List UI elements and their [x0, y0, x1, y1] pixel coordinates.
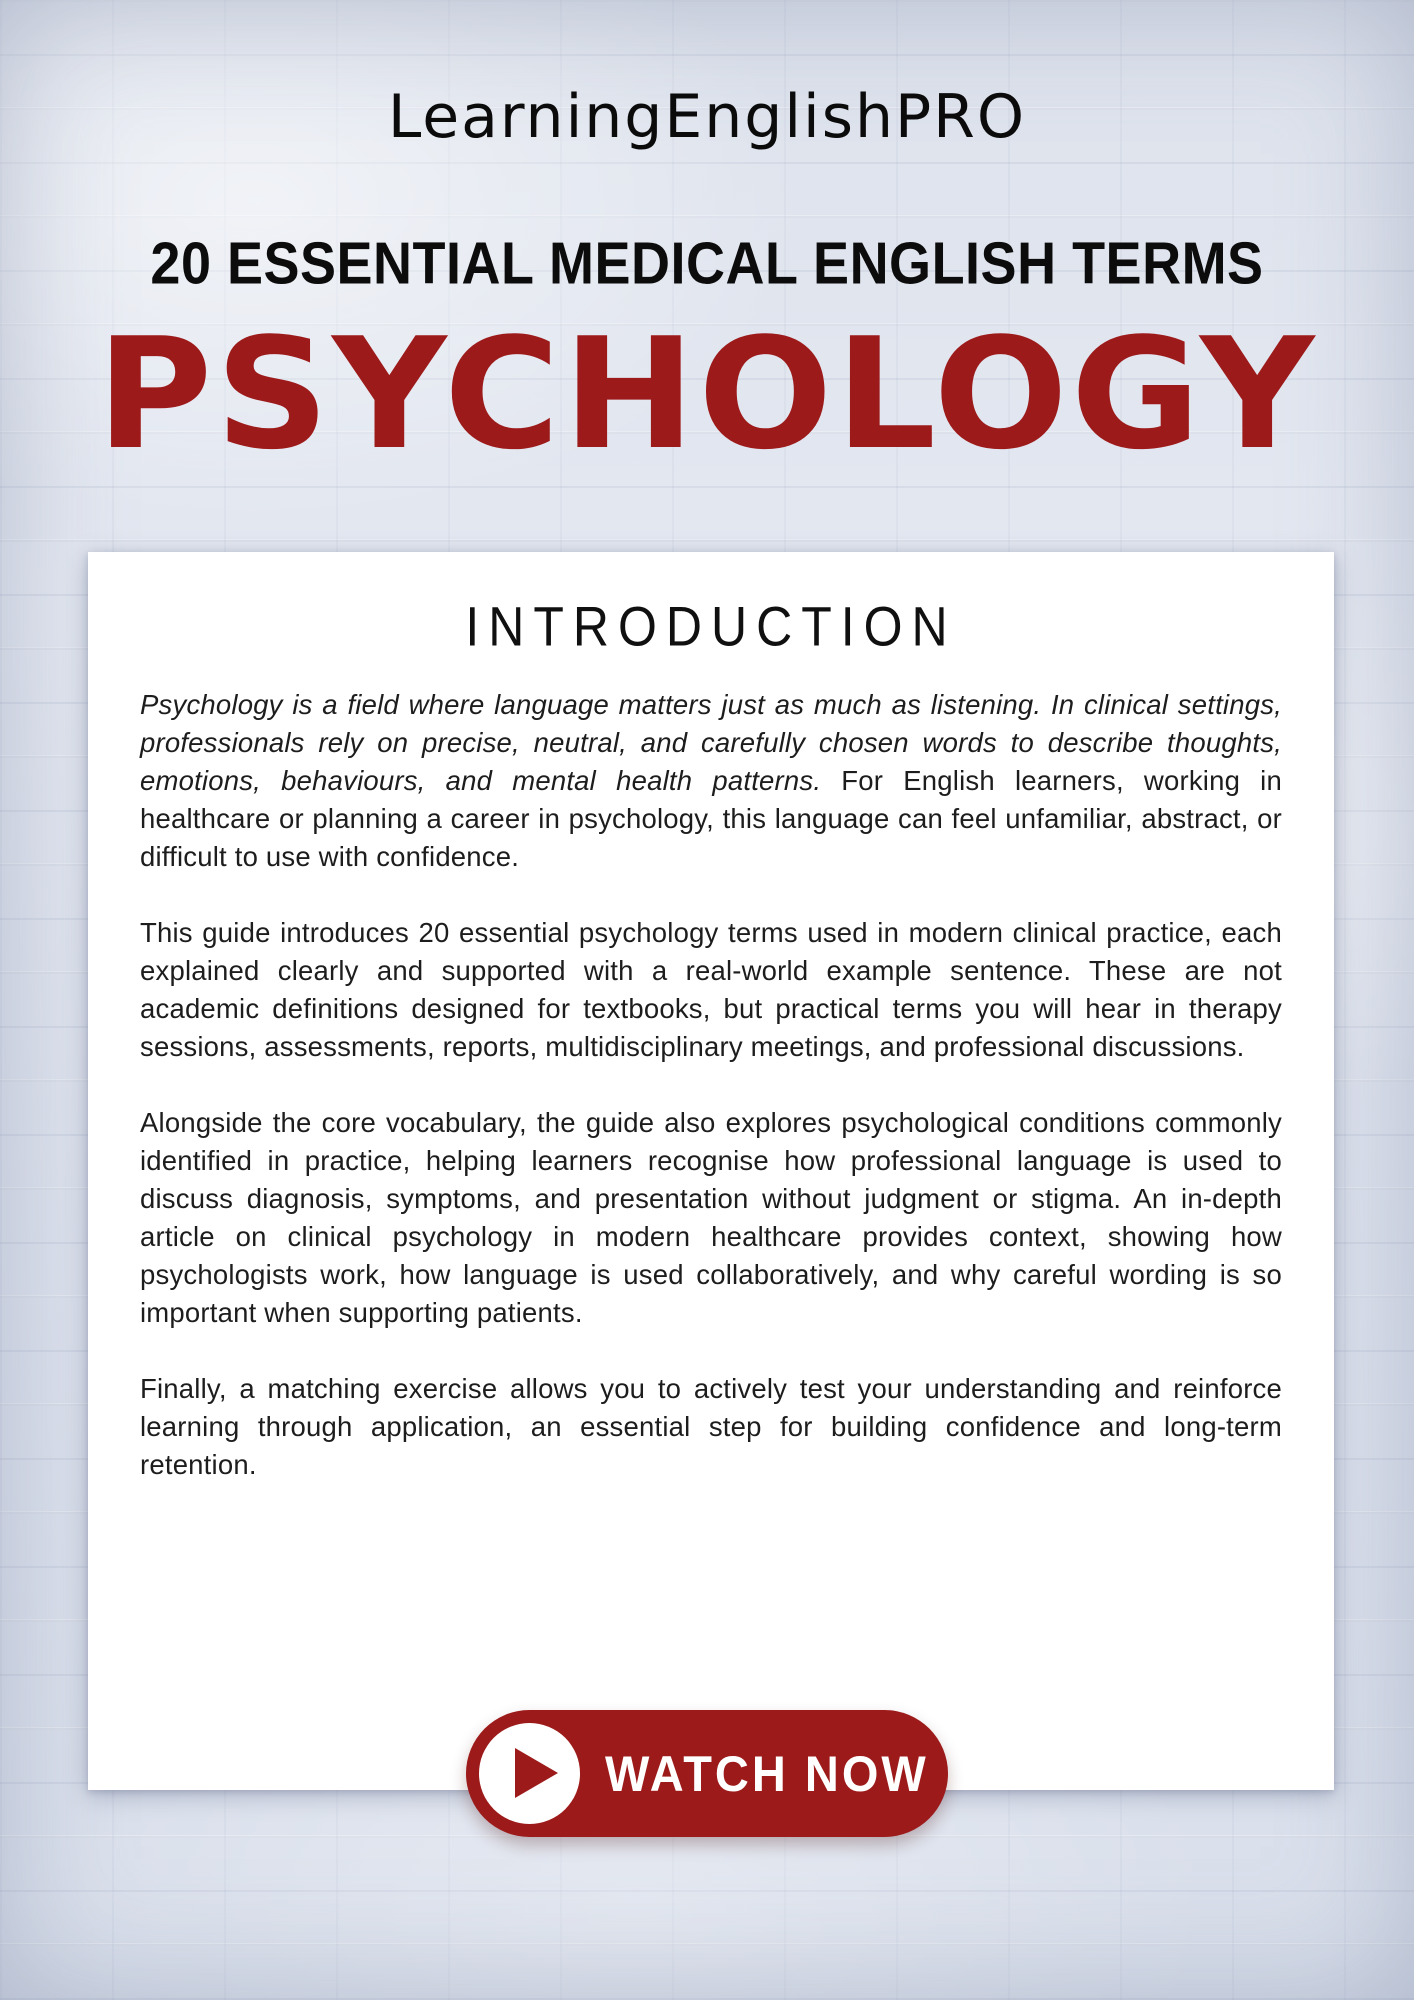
intro-paragraph-2: This guide introduces 20 essential psychology terms used in modern clinical practice, each explained clearly and supported with a real-world example sentence. These are not academic definitions designed for textbooks, but practical terms you will hear in therapy sessions, assessments, reports, multidisciplinary meetings, and professional discussions.: [140, 917, 1282, 1062]
watch-now-label: WATCH NOW: [605, 1745, 929, 1802]
watch-now-button[interactable]: [466, 1710, 948, 1837]
play-icon: [479, 1723, 580, 1824]
paragraph-regular-tail: For English learners, working in healthcare or planning a career in psychology, this language can feel unfamiliar, abstract, or difficult to use with confidence.: [140, 765, 1282, 872]
intro-paragraph-1: [140, 686, 1282, 876]
introduction-card: [88, 552, 1334, 1790]
series-subtitle: 20 ESSENTIAL MEDICAL ENGLISH TERMS: [150, 230, 1264, 297]
intro-paragraph-3: Alongside the core vocabulary, the guide also explores psychological conditions commonly identified in practice, helping learners recognise how professional language is used to discuss diagnosis, symptoms, and presentation without judgment or stigma. An in-depth article on clinical psychology in modern healthcare provides context, showing how psychologists work, how language is used collaboratively, and why careful wording is so important when supporting patients.: [140, 1107, 1282, 1328]
card-heading: INTRODUCTION: [465, 595, 957, 658]
intro-paragraph-4: Finally, a matching exercise allows you to actively test your understanding and reinforce learning through application, an essential step for building confidence and long-term retention.: [140, 1373, 1282, 1480]
play-triangle-icon: [515, 1748, 558, 1798]
brand-title: LearningEnglishPRO: [387, 82, 1027, 152]
paragraph-italic-lead: Psychology is a field where language matters just as much as listening. In clinical settings, professionals rely on precise, neutral, and carefully chosen words to describe thoughts, emotions, behaviours, and mental health patterns.: [140, 689, 1282, 796]
page-title: PSYCHOLOGY: [96, 305, 1318, 484]
